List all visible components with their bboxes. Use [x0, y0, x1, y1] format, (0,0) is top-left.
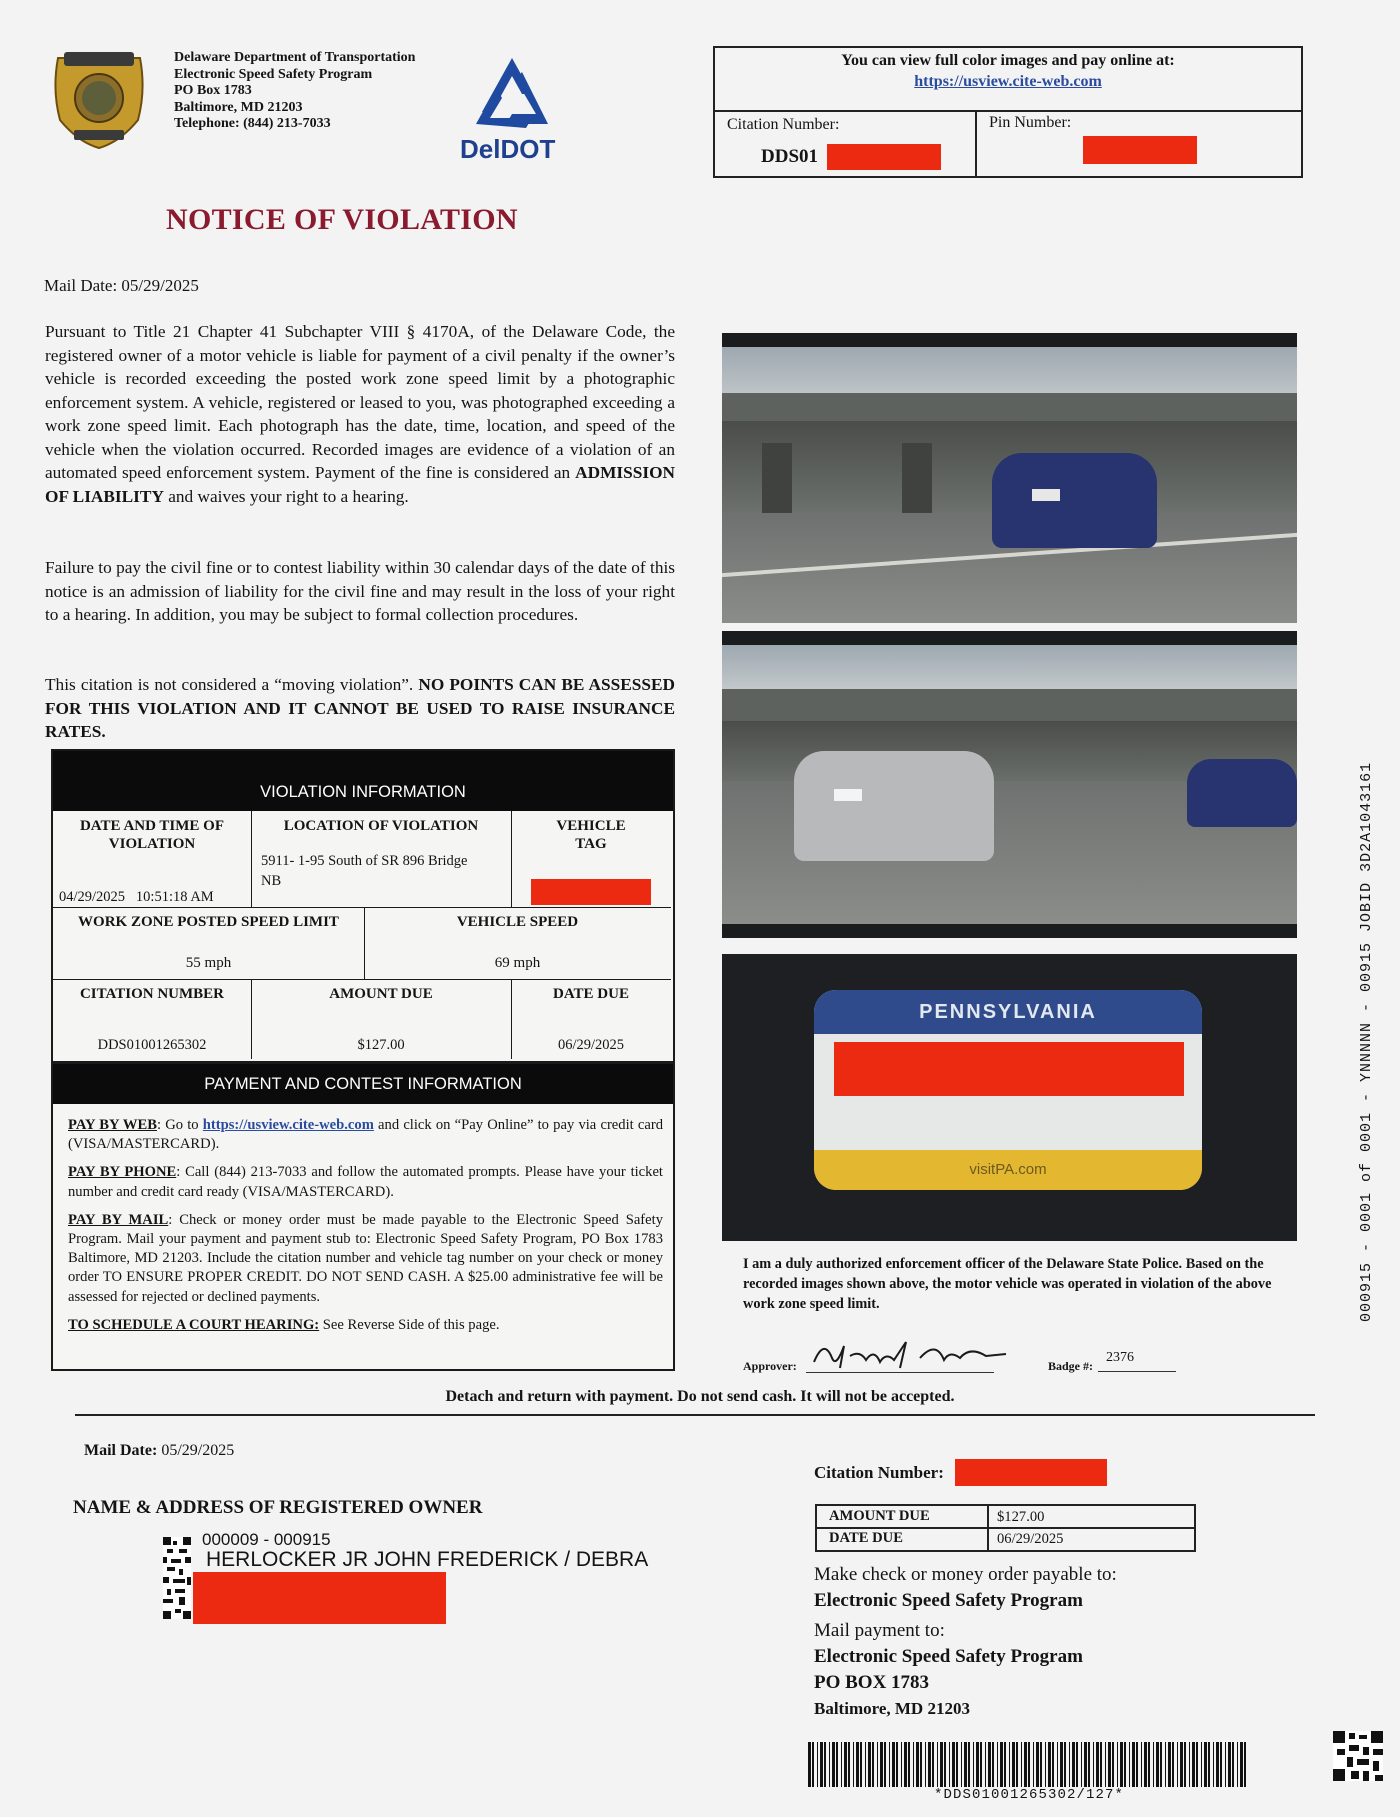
barcode-bar — [860, 1742, 862, 1787]
barcode-bar — [892, 1742, 895, 1787]
barcode-bar — [1100, 1742, 1102, 1787]
plate-footer: visitPA.com — [814, 1150, 1202, 1190]
barcode-bar — [1132, 1742, 1135, 1787]
barcode-bar — [817, 1742, 818, 1787]
owner-sequence: 000009 - 000915 — [202, 1530, 331, 1549]
date-due-cell — [511, 979, 671, 1059]
barcode-bar — [1220, 1742, 1222, 1787]
vehicle-speed-label: VEHICLE SPEED — [456, 914, 579, 930]
barcode-bar — [1180, 1742, 1183, 1787]
barcode-bar — [1216, 1742, 1219, 1787]
agency-line: Baltimore, MD 21203 — [174, 99, 303, 115]
amount-due-value: $127.00 — [357, 1037, 405, 1053]
barcode-bar — [853, 1742, 854, 1787]
barcode-bar — [1033, 1742, 1034, 1787]
barcode-bar — [916, 1742, 919, 1787]
barcode-bar — [1177, 1742, 1178, 1787]
barcode-bar — [952, 1742, 955, 1787]
barcode-bar — [1012, 1742, 1015, 1787]
barcode-bar — [961, 1742, 962, 1787]
barcode-bar — [1225, 1742, 1226, 1787]
barcode-bar — [901, 1742, 902, 1787]
date-time-value: 04/29/2025 10:51:18 AM — [59, 889, 214, 905]
violation-photo-2 — [722, 631, 1297, 938]
violation-information-table — [51, 749, 675, 1063]
barcode-bar — [1172, 1742, 1174, 1787]
barcode-bar — [1240, 1742, 1243, 1787]
barcode-bar — [880, 1742, 883, 1787]
amount-due-label: AMOUNT DUE — [329, 986, 433, 1002]
barcode-bar — [812, 1742, 814, 1787]
stub-citation-label: Citation Number: — [814, 1463, 944, 1482]
barcode-bar — [1105, 1742, 1106, 1787]
owner-address-redaction — [193, 1572, 446, 1624]
barcode-bar — [836, 1742, 838, 1787]
agency-line: Telephone: (844) 213-7033 — [174, 116, 331, 131]
barcode-bar — [1028, 1742, 1030, 1787]
officer-certification: I am a duly authorized enforcement officer of the Delaware State Police. Based on the recorded images shown above, the motor vehicle was operated in violation of the above work zone speed limit. — [743, 1256, 1272, 1312]
stub-amount-table — [815, 1504, 1196, 1552]
legal-paragraph-3 — [45, 673, 675, 744]
plate-number-redaction — [834, 1042, 1184, 1096]
barcode-bar — [944, 1742, 946, 1787]
pay-by-phone-label: PAY BY PHONE — [68, 1164, 177, 1181]
barcode-bar — [1129, 1742, 1130, 1787]
barcode-bar — [973, 1742, 974, 1787]
payment-barcode — [808, 1742, 1250, 1787]
barcode-bar — [844, 1742, 847, 1787]
barcode-bar — [1228, 1742, 1231, 1787]
stub-mail-value: 05/29/2025 — [161, 1442, 235, 1459]
barcode-bar — [824, 1742, 826, 1787]
barcode-bar — [1120, 1742, 1123, 1787]
pay-by-phone-text: : Call (844) 213-7033 and follow the automated prompts. Please have your ticket number and credit card ready (VISA/MASTERCARD). — [68, 1164, 663, 1200]
violation-photo-1 — [722, 333, 1297, 623]
barcode-bar — [1009, 1742, 1010, 1787]
barcode-bar — [1048, 1742, 1051, 1787]
barcode-bar — [868, 1742, 871, 1787]
owner-name: HERLOCKER JR JOHN FREDERICK / DEBRA — [206, 1548, 649, 1571]
stub-amount-row — [817, 1506, 1194, 1529]
payable-line: Make check or money order payable to: — [814, 1564, 1117, 1585]
barcode-bar — [1204, 1742, 1207, 1787]
stub-amount-label: AMOUNT DUE — [829, 1508, 930, 1524]
location-cell — [251, 811, 512, 908]
vehicle-speed-cell — [364, 907, 671, 980]
barcode-bar — [908, 1742, 910, 1787]
barcode-bar — [1237, 1742, 1238, 1787]
citation-number-prefix: DDS01 — [761, 146, 819, 167]
barcode-bar — [1196, 1742, 1198, 1787]
barcode-bar — [829, 1742, 830, 1787]
barcode-bar — [1108, 1742, 1111, 1787]
pay-by-web-pre: : Go to — [156, 1117, 203, 1133]
barcode-bar — [932, 1742, 934, 1787]
barcode-bar — [1036, 1742, 1039, 1787]
agency-line: Electronic Speed Safety Program — [174, 66, 373, 82]
barcode-bar — [980, 1742, 982, 1787]
barcode-bar — [1165, 1742, 1166, 1787]
stub-2d-barcode-icon — [1333, 1731, 1383, 1781]
location-label: LOCATION OF VIOLATION — [283, 818, 479, 834]
vehicle-tag-redaction — [531, 879, 651, 905]
barcode-bar — [956, 1742, 958, 1787]
citation-number-table-value: DDS01001265302 — [97, 1037, 207, 1053]
barcode-bar — [1088, 1742, 1090, 1787]
barcode-bar — [1244, 1742, 1246, 1787]
barcode-bar — [1141, 1742, 1142, 1787]
agency-line: PO Box 1783 — [174, 83, 252, 98]
payment-header: PAYMENT AND CONTEST INFORMATION — [53, 1064, 673, 1104]
location-value: 5911- 1-95 South of SR 896 Bridge NB — [261, 853, 468, 889]
barcode-bar — [848, 1742, 850, 1787]
side-job-id-text: 000915 - 0001 of 0001 - YNNNNN - 00915 JOBID 3D2A1043161 — [1358, 761, 1375, 1322]
agency-line: Delaware Department of Transportation — [174, 50, 416, 65]
barcode-bar — [1168, 1742, 1171, 1787]
barcode-bar — [1124, 1742, 1126, 1787]
barcode-bar — [968, 1742, 970, 1787]
legal-paragraph-2: Failure to pay the civil fine or to contest liability within 30 calendar days of the date of this notice is an admission of liability for the civil fine and may result in the loss of your right to a hearing. In addition, you may be subject to formal collection procedures. — [45, 558, 675, 624]
barcode-bar — [865, 1742, 866, 1787]
pay-by-mail-text: : Check or money order must be made payable to the Electronic Speed Safety Program. Mail your payment and payment stub to: Electronic Speed Safety Program, PO Box 1783 Baltimore, MD 21203. Include the citation number and vehicle tag number on your check or money order TO ENSURE PROPER CREDIT. DO NOT SEND CASH. A $25.00 administrative fee will be assessed for rejected or declined payments. — [68, 1211, 663, 1305]
citation-number-label: Citation Number: — [727, 116, 840, 133]
barcode-bar — [985, 1742, 986, 1787]
approver-label: Approver: — [743, 1359, 797, 1373]
barcode-bar — [1192, 1742, 1195, 1787]
barcode-bar — [1136, 1742, 1138, 1787]
barcode-bar — [904, 1742, 907, 1787]
para3-bold: NO POINTS CAN BE ASSESSED FOR THIS VIOLATION AND IT CANNOT BE USED TO RAISE INSURANCE RATES. — [45, 675, 675, 741]
barcode-bar — [1021, 1742, 1022, 1787]
court-hearing — [68, 1316, 663, 1335]
barcode-bar — [1189, 1742, 1190, 1787]
stub-citation-redaction — [955, 1459, 1107, 1486]
court-hearing-text: See Reverse Side of this page. — [319, 1316, 500, 1333]
barcode-bar — [1076, 1742, 1078, 1787]
online-access-box — [713, 46, 1303, 178]
stub-mail-label: Mail Date: — [84, 1442, 158, 1459]
vehicle-tag-cell — [511, 811, 671, 908]
barcode-text: *DDS01001265302/127* — [933, 1787, 1125, 1803]
mail-to-city: Baltimore, MD 21203 — [814, 1699, 970, 1718]
page-title: NOTICE OF VIOLATION — [166, 203, 518, 236]
payment-instructions — [68, 1116, 663, 1344]
para1-bold: ADMISSION OF LIABILITY — [45, 463, 675, 506]
detach-line — [75, 1414, 1315, 1416]
speed-limit-cell — [53, 907, 365, 980]
barcode-bar — [1016, 1742, 1018, 1787]
barcode-bar — [1093, 1742, 1094, 1787]
barcode-bar — [1081, 1742, 1082, 1787]
stub-amount-value: $127.00 — [997, 1509, 1045, 1525]
barcode-bar — [920, 1742, 922, 1787]
date-due-value: 06/29/2025 — [557, 1037, 625, 1053]
approver-signature — [810, 1332, 1010, 1378]
barcode-bar — [841, 1742, 842, 1787]
pay-by-web — [68, 1116, 663, 1154]
stub-due-row — [817, 1528, 1194, 1549]
barcode-bar — [832, 1742, 835, 1787]
barcode-bar — [1060, 1742, 1063, 1787]
barcode-bar — [1045, 1742, 1046, 1787]
para1-text: Pursuant to Title 21 Chapter 41 Subchapter VIII § 4170A, of the Delaware Code, the registered owner of a motor vehicle is liable for payment of a civil penalty if the owner’s vehicle is recorded exceeding the posted work zone speed limit by a photographic enforcement system. A vehicle, registered or leased to you, was photographed exceeding a work zone speed limit. Each photograph has the date, time, location, and speed of the vehicle when the violation occurred. Recorded images are evidence of a violation of an automated speed enforcement system. Payment of the fine is considered an — [45, 322, 675, 482]
barcode-bar — [1084, 1742, 1087, 1787]
stub-due-label: DATE DUE — [829, 1530, 903, 1546]
agency-address-block — [174, 50, 415, 133]
pay-by-phone — [68, 1163, 663, 1201]
barcode-bar — [1064, 1742, 1066, 1787]
barcode-bar — [976, 1742, 979, 1787]
court-hearing-label: TO SCHEDULE A COURT HEARING: — [68, 1316, 320, 1333]
payment-contest-box — [51, 1062, 675, 1371]
barcode-bar — [1160, 1742, 1162, 1787]
barcode-bar — [937, 1742, 938, 1787]
barcode-bar — [988, 1742, 991, 1787]
owner-label: NAME & ADDRESS OF REGISTERED OWNER — [73, 1497, 483, 1518]
barcode-bar — [1232, 1742, 1234, 1787]
barcode-bar — [808, 1742, 811, 1787]
stub-mailing-instructions — [814, 1562, 1117, 1722]
license-plate-closeup — [722, 954, 1297, 1241]
date-time-label: DATE AND TIME OF VIOLATION — [79, 818, 225, 852]
pin-number-label: Pin Number: — [989, 114, 1072, 131]
barcode-bar — [1184, 1742, 1186, 1787]
stub-mail-date — [84, 1442, 234, 1460]
date-time-cell — [53, 811, 252, 908]
barcode-bar — [872, 1742, 874, 1787]
legal-paragraph-1 — [45, 320, 675, 508]
pay-by-mail — [68, 1211, 663, 1307]
barcode-bar — [1000, 1742, 1003, 1787]
barcode-bar — [1040, 1742, 1042, 1787]
online-url-link[interactable]: https://usview.cite-web.com — [914, 73, 1102, 90]
mail-line: Mail payment to: — [814, 1620, 945, 1641]
barcode-bar — [1213, 1742, 1214, 1787]
barcode-bar — [992, 1742, 994, 1787]
barcode-bar — [1072, 1742, 1075, 1787]
barcode-bar — [928, 1742, 931, 1787]
mail-to-name: Electronic Speed Safety Program — [814, 1646, 1083, 1667]
barcode-bar — [820, 1742, 823, 1787]
badge-value: 2376 — [1106, 1350, 1134, 1365]
barcode-bar — [896, 1742, 898, 1787]
barcode-bar — [1144, 1742, 1147, 1787]
barcode-bar — [877, 1742, 878, 1787]
pay-by-web-label: PAY BY WEB — [68, 1117, 157, 1133]
barcode-bar — [1148, 1742, 1150, 1787]
barcode-bar — [856, 1742, 859, 1787]
detach-instruction: Detach and return with payment. Do not send cash. It will not be accepted. — [445, 1388, 955, 1405]
para3-text: This citation is not considered a “moving violation”. — [45, 675, 419, 694]
barcode-bar — [1069, 1742, 1070, 1787]
citation-number-redaction — [827, 144, 941, 170]
payable-to: Electronic Speed Safety Program — [814, 1590, 1083, 1611]
date-due-label: DATE DUE — [553, 986, 629, 1002]
speed-limit-label: WORK ZONE POSTED SPEED LIMIT — [78, 914, 339, 930]
barcode-bar — [1156, 1742, 1159, 1787]
owner-2d-barcode-icon — [163, 1537, 191, 1619]
delaware-state-police-seal — [50, 50, 148, 150]
mail-to-po-box: PO BOX 1783 — [814, 1672, 930, 1693]
barcode-bar — [940, 1742, 943, 1787]
stub-due-value: 06/29/2025 — [997, 1531, 1064, 1547]
amount-due-cell — [251, 979, 512, 1059]
pin-number-redaction — [1083, 136, 1197, 164]
barcode-bar — [925, 1742, 926, 1787]
barcode-bar — [1112, 1742, 1114, 1787]
plate-state-name: PENNSYLVANIA — [814, 990, 1202, 1034]
barcode-bar — [997, 1742, 998, 1787]
barcode-bar — [1057, 1742, 1058, 1787]
vehicle-tag-label: VEHICLE TAG — [556, 818, 626, 852]
barcode-bar — [1153, 1742, 1154, 1787]
badge-label: Badge #: — [1048, 1359, 1093, 1373]
barcode-bar — [964, 1742, 967, 1787]
barcode-bar — [889, 1742, 890, 1787]
barcode-bar — [1096, 1742, 1099, 1787]
pay-by-web-post: and click on “Pay Online” to pay via credit card (VISA/MASTERCARD). — [68, 1117, 663, 1153]
barcode-bar — [1052, 1742, 1054, 1787]
violation-header: VIOLATION INFORMATION — [53, 751, 673, 811]
barcode-bar — [1208, 1742, 1210, 1787]
citation-number-cell — [53, 979, 252, 1059]
barcode-bar — [884, 1742, 886, 1787]
para1-tail: and waives your right to a hearing. — [163, 486, 409, 506]
pay-by-web-link[interactable]: https://usview.cite-web.com — [202, 1117, 374, 1133]
barcode-bar — [1117, 1742, 1118, 1787]
barcode-bar — [1024, 1742, 1027, 1787]
barcode-bar — [1201, 1742, 1202, 1787]
barcode-bar — [1004, 1742, 1006, 1787]
mail-date: Mail Date: 05/29/2025 — [44, 276, 199, 295]
vehicle-speed-value: 69 mph — [494, 955, 541, 971]
barcode-bar — [949, 1742, 950, 1787]
deldot-logo-text: DelDOT — [460, 134, 556, 164]
online-message: You can view full color images and pay online at: — [841, 52, 1175, 69]
speed-limit-value: 55 mph — [185, 955, 232, 971]
citation-number-table-label: CITATION NUMBER — [79, 986, 225, 1002]
pay-by-mail-label: PAY BY MAIL — [68, 1211, 169, 1228]
barcode-bar — [913, 1742, 914, 1787]
